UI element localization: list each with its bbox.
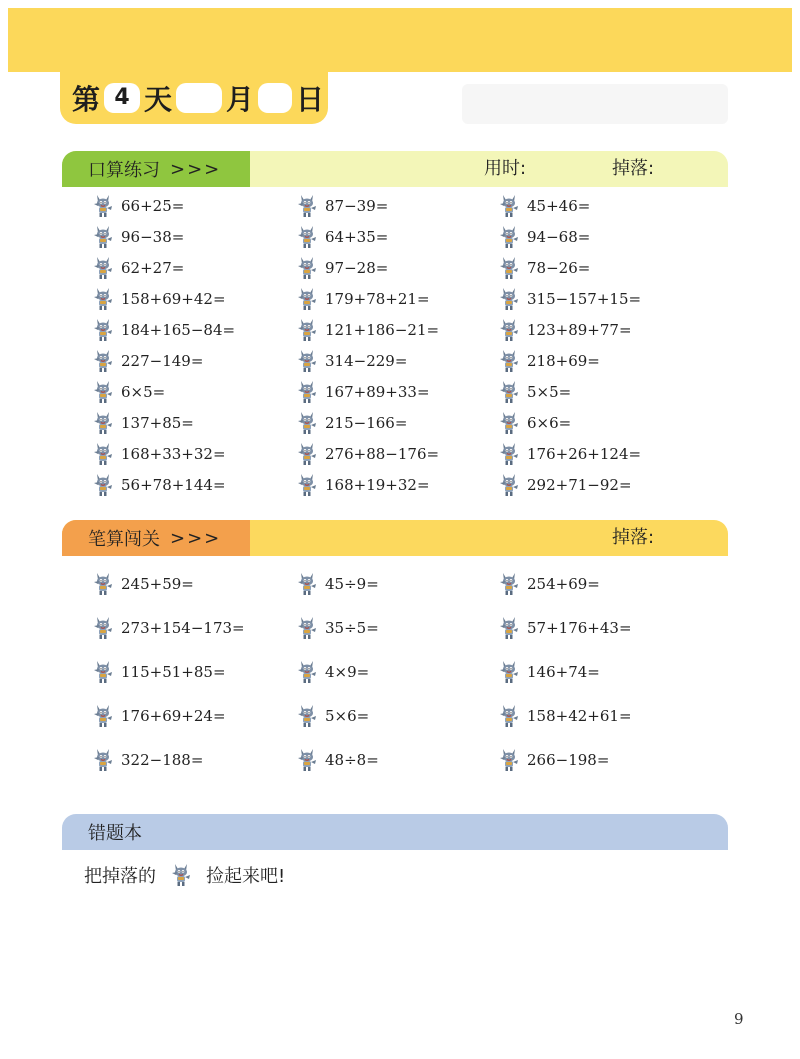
problem-item (498, 572, 600, 596)
problem-expression: 35÷5= (325, 619, 379, 637)
time-label: 用时: (484, 158, 527, 179)
problem-item (498, 442, 641, 466)
problem-expression: 78−26= (527, 259, 591, 277)
problem-item (296, 442, 439, 466)
problem-expression: 158+69+42= (121, 290, 226, 308)
problem-item (296, 194, 388, 218)
problem-item (296, 380, 430, 404)
wolf-mascot-icon (498, 572, 520, 596)
problem-expression: 176+69+24= (121, 707, 226, 725)
pickup-text-after: 捡起来吧! (206, 866, 286, 887)
problem-expression: 176+26+124= (527, 445, 642, 463)
pickup-instruction (84, 860, 285, 890)
wolf-mascot-icon (92, 473, 114, 497)
date-blank[interactable] (258, 83, 292, 113)
wolf-mascot-icon (498, 704, 520, 728)
wolf-mascot-icon (92, 616, 114, 640)
wolf-mascot-icon (296, 349, 318, 373)
oral-section-bar (62, 151, 728, 187)
problem-expression: 5×5= (527, 383, 572, 401)
problem-item (296, 704, 369, 728)
problem-item (92, 616, 245, 640)
problem-item (296, 318, 439, 342)
wolf-mascot-icon (296, 256, 318, 280)
written-dropped-label: 掉落: (612, 527, 655, 548)
date-tab (60, 72, 328, 124)
wolf-mascot-icon (296, 380, 318, 404)
problem-item (92, 225, 184, 249)
wolf-mascot-icon (92, 411, 114, 435)
problem-item (296, 287, 430, 311)
date-label: 日 (296, 83, 325, 116)
problem-expression: 179+78+21= (325, 290, 430, 308)
wolf-mascot-icon (92, 572, 114, 596)
problem-expression: 123+89+77= (527, 321, 632, 339)
problem-expression: 292+71−92= (527, 476, 632, 494)
problem-item (498, 256, 590, 280)
problem-expression: 322−188= (121, 751, 204, 769)
problem-expression: 4×9= (325, 663, 370, 681)
problem-item (498, 411, 571, 435)
problem-expression: 87−39= (325, 197, 389, 215)
wolf-mascot-icon (498, 616, 520, 640)
wolf-mascot-icon (296, 411, 318, 435)
faded-bleed-through (462, 84, 728, 124)
written-title: 笔算闯关 (88, 529, 160, 550)
written-section-head (62, 520, 250, 556)
problem-item (92, 256, 184, 280)
wolf-mascot-icon (296, 572, 318, 596)
wolf-mascot-icon (296, 616, 318, 640)
problem-item (92, 318, 235, 342)
problem-expression: 158+42+61= (527, 707, 632, 725)
problem-expression: 168+19+32= (325, 476, 430, 494)
oral-dropped-label: 掉落: (612, 158, 655, 179)
mistake-section-head (62, 814, 250, 850)
problem-expression: 66+25= (121, 197, 185, 215)
problem-expression: 62+27= (121, 259, 185, 277)
problem-expression: 245+59= (121, 575, 194, 593)
oral-section-head (62, 151, 250, 187)
problem-item (296, 349, 407, 373)
mistake-title: 错题本 (88, 823, 142, 844)
wolf-mascot-icon (92, 442, 114, 466)
written-section-bar (62, 520, 728, 556)
problem-expression: 215−166= (325, 414, 408, 432)
problem-expression: 266−198= (527, 751, 610, 769)
problem-item (92, 411, 194, 435)
problem-item (92, 349, 203, 373)
wolf-mascot-icon (92, 380, 114, 404)
problem-item (296, 572, 379, 596)
wolf-mascot-icon (498, 287, 520, 311)
wolf-mascot-icon (92, 704, 114, 728)
problem-expression: 115+51+85= (121, 663, 226, 681)
pickup-text-before: 把掉落的 (84, 866, 156, 887)
wolf-mascot-icon (296, 194, 318, 218)
problem-item (498, 349, 600, 373)
problem-item (92, 748, 203, 772)
wolf-mascot-icon (498, 349, 520, 373)
wolf-mascot-icon (498, 411, 520, 435)
problem-item (296, 256, 388, 280)
wolf-mascot-icon (170, 863, 192, 887)
problem-expression: 94−68= (527, 228, 591, 246)
wolf-mascot-icon (498, 225, 520, 249)
problem-item (498, 194, 590, 218)
problem-item (498, 287, 641, 311)
wolf-mascot-icon (498, 318, 520, 342)
wolf-mascot-icon (498, 748, 520, 772)
problem-expression: 96−38= (121, 228, 185, 246)
problem-item (498, 380, 571, 404)
wolf-mascot-icon (92, 748, 114, 772)
problem-expression: 6×5= (121, 383, 166, 401)
problem-item (92, 287, 226, 311)
day-prefix: 第 (72, 83, 101, 116)
wolf-mascot-icon (498, 380, 520, 404)
problem-item (92, 572, 194, 596)
day-number: 4 (104, 83, 140, 113)
wolf-mascot-icon (296, 287, 318, 311)
problem-expression: 227−149= (121, 352, 204, 370)
problem-item (92, 704, 226, 728)
wolf-mascot-icon (498, 473, 520, 497)
wolf-mascot-icon (92, 660, 114, 684)
problem-item (498, 748, 609, 772)
wolf-mascot-icon (92, 287, 114, 311)
problem-expression: 218+69= (527, 352, 600, 370)
problem-expression: 5×6= (325, 707, 370, 725)
problem-expression: 167+89+33= (325, 383, 430, 401)
wolf-mascot-icon (92, 256, 114, 280)
problem-item (498, 318, 632, 342)
wolf-mascot-icon (92, 225, 114, 249)
problem-expression: 314−229= (325, 352, 408, 370)
wolf-mascot-icon (498, 660, 520, 684)
problem-expression: 168+33+32= (121, 445, 226, 463)
problem-item (498, 225, 590, 249)
wolf-mascot-icon (92, 194, 114, 218)
wolf-mascot-icon (498, 256, 520, 280)
day-suffix: 天 (144, 83, 173, 116)
problem-expression: 273+154−173= (121, 619, 245, 637)
problem-expression: 57+176+43= (527, 619, 632, 637)
problem-expression: 184+165−84= (121, 321, 236, 339)
problem-expression: 276+88−176= (325, 445, 440, 463)
problem-expression: 45+46= (527, 197, 591, 215)
wolf-mascot-icon (498, 194, 520, 218)
problem-expression: 121+186−21= (325, 321, 440, 339)
wolf-mascot-icon (296, 442, 318, 466)
page-number: 9 (734, 1010, 744, 1028)
oral-title: 口算练习 (88, 160, 160, 181)
problem-item (92, 473, 226, 497)
mistake-section-bar (62, 814, 728, 850)
wolf-mascot-icon (296, 748, 318, 772)
wolf-mascot-icon (498, 442, 520, 466)
problem-item (296, 411, 407, 435)
problem-expression: 56+78+144= (121, 476, 226, 494)
wolf-mascot-icon (296, 473, 318, 497)
problem-item (296, 225, 388, 249)
oral-arrows: >>> (170, 158, 222, 180)
problem-item (92, 442, 226, 466)
month-label: 月 (226, 83, 255, 116)
problem-expression: 48÷8= (325, 751, 379, 769)
problem-item (498, 616, 632, 640)
problem-expression: 6×6= (527, 414, 572, 432)
problem-expression: 315−157+15= (527, 290, 642, 308)
wolf-mascot-icon (92, 318, 114, 342)
problem-item (296, 473, 430, 497)
wolf-mascot-icon (296, 660, 318, 684)
wolf-mascot-icon (296, 704, 318, 728)
wolf-mascot-icon (92, 349, 114, 373)
problem-item (92, 194, 184, 218)
written-arrows: >>> (170, 527, 222, 549)
header-band (8, 8, 792, 72)
problem-expression: 97−28= (325, 259, 389, 277)
problem-expression: 64+35= (325, 228, 389, 246)
problem-item (498, 704, 632, 728)
month-blank[interactable] (176, 83, 222, 113)
problem-item (498, 473, 632, 497)
problem-expression: 137+85= (121, 414, 194, 432)
problem-item (498, 660, 600, 684)
problem-item (296, 748, 379, 772)
problem-item (296, 616, 379, 640)
wolf-mascot-icon (296, 225, 318, 249)
wolf-mascot-icon (296, 318, 318, 342)
problem-item (296, 660, 369, 684)
problem-expression: 45÷9= (325, 575, 379, 593)
problem-item (92, 660, 226, 684)
problem-expression: 146+74= (527, 663, 600, 681)
problem-item (92, 380, 165, 404)
problem-expression: 254+69= (527, 575, 600, 593)
